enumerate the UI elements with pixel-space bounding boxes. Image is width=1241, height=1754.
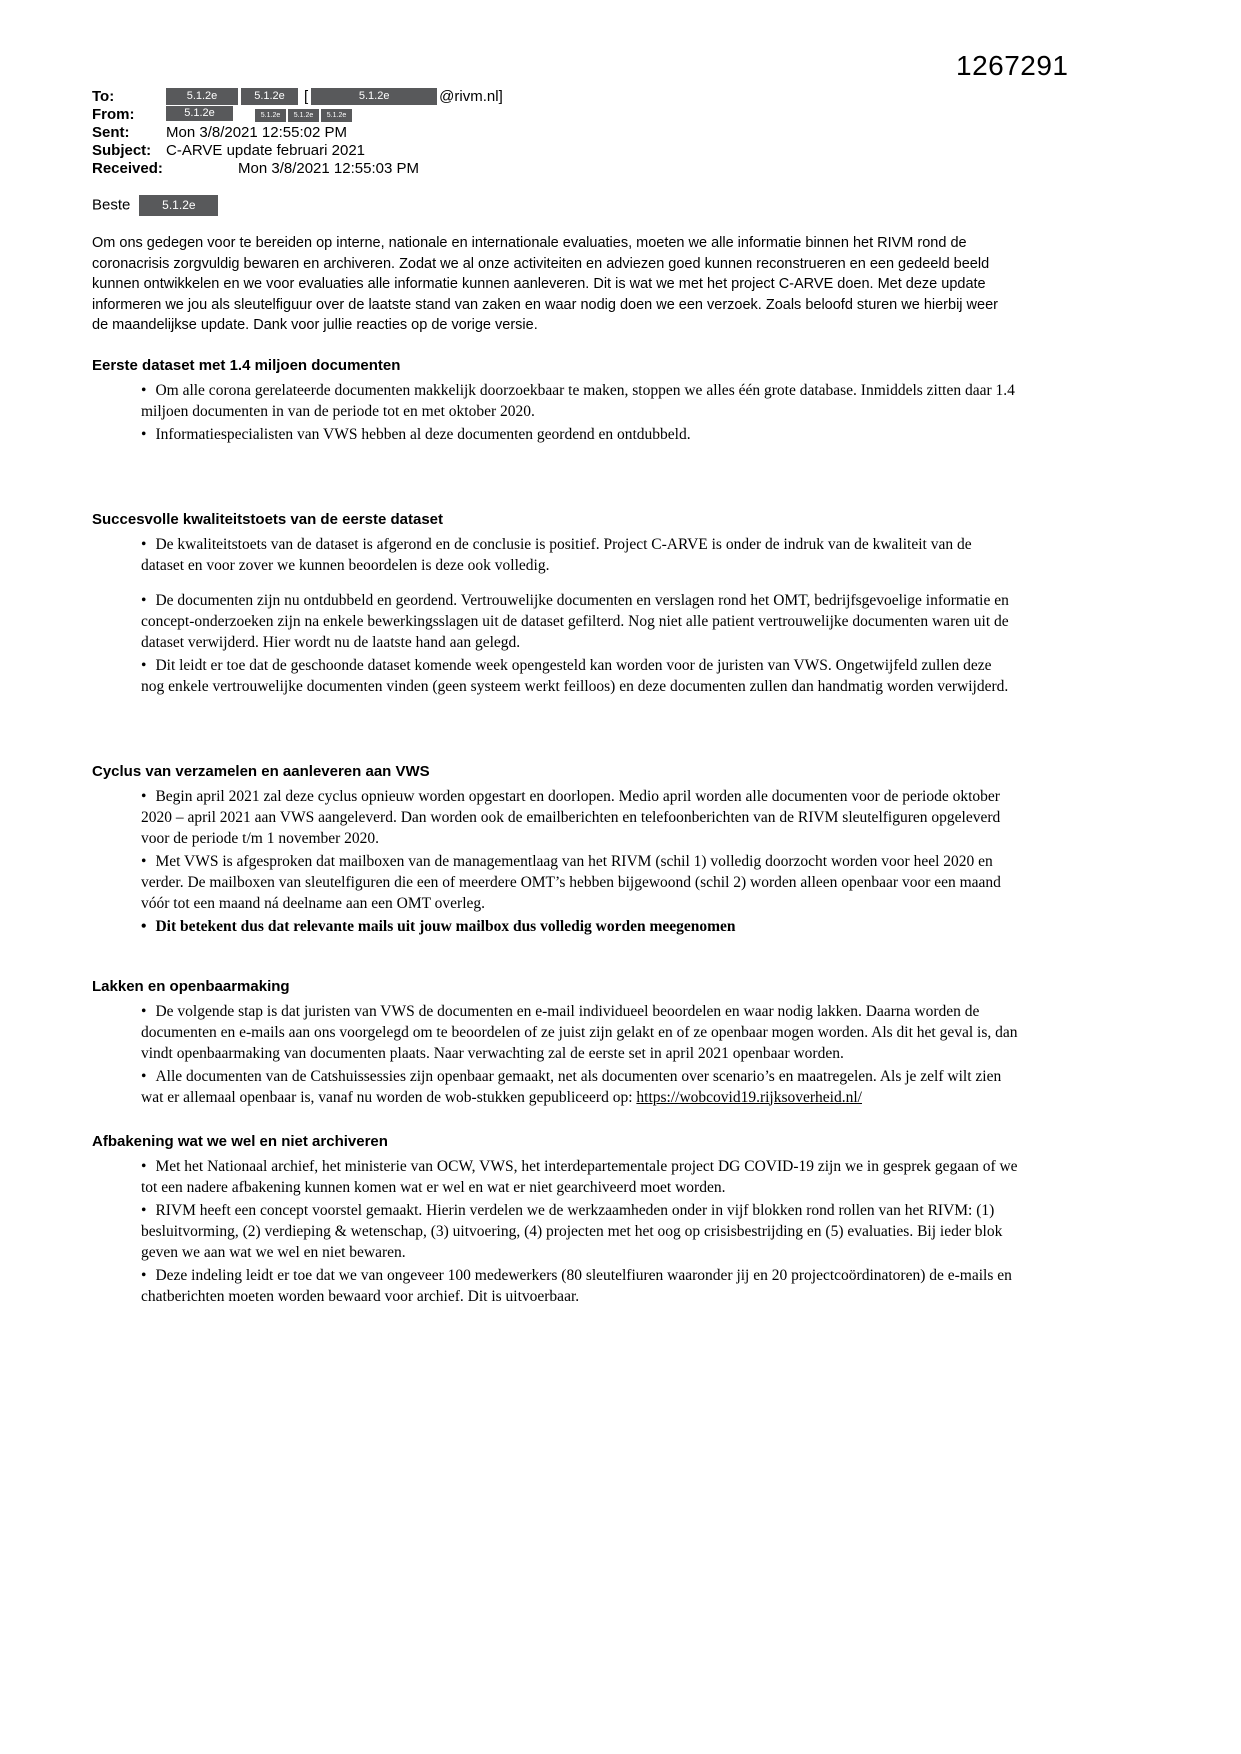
sent-label: Sent:: [92, 124, 130, 141]
header-row-sent: [92, 124, 1018, 142]
bullet-text: De volgende stap is dat juristen van VWS de documenten en e-mail individueel beoordelen en waar nodig lakken. Daarna worden de documenten en e-mails aan ons voorgelegd om te beoordelen of ze juist zijn gelakt en of ze openbaar mogen worden. Als dit het geval is, dan vindt openbaarmaking van documenten plaats. Naar verwachting zal de eerste set in april 2021 openbaar worden.: [141, 1002, 1018, 1062]
bullet-item: [92, 851, 1018, 914]
bullet-text: Alle documenten van de Catshuissessies zijn openbaar gemaakt, net als documenten over scenario’s en maatregelen. Als je zelf wilt zien wat er allemaal openbaar is, vanaf nu worden de wob-stukken gepubliceerd op:: [141, 1067, 1002, 1106]
header-row-from: [92, 106, 1018, 124]
bullet-item: [92, 380, 1018, 422]
sent-value: Mon 3/8/2021 12:55:02 PM: [166, 124, 347, 141]
subject-label: Subject:: [92, 142, 152, 159]
bullet-text: Met VWS is afgesproken dat mailboxen van de managementlaag van het RIVM (schil 1) volledig doorzocht worden voor heel 2020 en verder. De mailboxen van sleutelfiguren die een of meerdere OMT’s hebben bijgewoond (schil 2) worden alleen openbaar voor een maand vóór tot een maand ná deelname aan een OMT overleg.: [141, 852, 1001, 912]
section-heading: Lakken en openbaarmaking: [92, 977, 290, 995]
bullet-item: [92, 1200, 1018, 1263]
section-eerste-dataset: [92, 357, 1018, 445]
from-value: [166, 106, 1018, 124]
section-lakken: [92, 978, 1018, 1108]
document-number: 1267291: [956, 50, 1069, 81]
to-open-bracket: [: [304, 88, 309, 105]
to-value: [166, 88, 1018, 106]
bullet-text: RIVM heeft een concept voorstel gemaakt. Hierin verdelen we de werkzaamheden onder in vijf blokken rond rollen van het RIVM: (1) besluitvorming, (2) verdieping & wetenschap, (3) uitvoering, (4) projecten met het oog op crisisbestrijding en (5) evaluaties. Bij ieder blok geven we aan wat we wel en niet bewaren.: [141, 1201, 1003, 1261]
bullet-text: De kwaliteitstoets van de dataset is afgerond en de conclusie is positief. Project C-ARVE is onder de indruk van de kwaliteit van de dataset en voor zover we kunnen beoordelen is deze ook volledig.: [141, 535, 972, 574]
received-label: Received:: [92, 160, 163, 177]
bullet-item: [92, 655, 1018, 697]
to-label: To:: [92, 88, 115, 105]
bullet-item: [92, 1066, 1018, 1108]
email-header: [92, 88, 1018, 178]
redaction-box: 5.1.2e: [288, 109, 319, 122]
to-domain: @rivm.nl]: [439, 88, 503, 105]
bullet-text: Begin april 2021 zal deze cyclus opnieuw worden opgestart en doorlopen. Medio april worden alle documenten voor de periode oktober 2020 – april 2021 aan VWS aangeleverd. Dan worden ook de emailberichten en telefoonberichten van de RIVM sleutelfiguren opgeleverd voor de periode t/m 1 november 2020.: [141, 787, 1001, 847]
section-heading: Succesvolle kwaliteitstoets van de eerste dataset: [92, 510, 443, 528]
bullet-item: [92, 1156, 1018, 1198]
header-row-received: [92, 160, 1018, 178]
redaction-box: 5.1.2e: [166, 88, 238, 105]
redaction-box: 5.1.2e: [241, 88, 298, 105]
redaction-box: 5.1.2e: [166, 106, 233, 121]
received-value: Mon 3/8/2021 12:55:03 PM: [238, 160, 419, 177]
bullet-item: [92, 1001, 1018, 1064]
bullet-text: Dit leidt er toe dat de geschoonde dataset komende week opengesteld kan worden voor de juristen van VWS. Ongetwijfeld zullen deze nog enkele vertrouwelijke documenten vinden (geen systeem werkt feilloos) en deze documenten zullen dan handmatig worden verwijderd.: [141, 656, 1009, 695]
bullet-text: Dit betekent dus dat relevante mails uit jouw mailbox dus volledig worden meegenomen: [155, 917, 736, 935]
bullet-item: [92, 534, 1018, 576]
header-row-to: [92, 88, 1018, 106]
intro-paragraph: Om ons gedegen voor te bereiden op interne, nationale en internationale evaluaties, moeten we alle informatie binnen het RIVM rond de coronacrisis zorgvuldig bewaren en archiveren. Zodat we al onze activiteiten en adviezen goed kunnen reconstrueren en een gedeeld beeld kunnen ontwikkelen en we voor evaluaties alle informatie kunnen aanleveren. Dit is wat we met het project C-ARVE doen. Met deze update informeren we jou als sleutelfiguur over de laatste stand van zaken en waar nodig doen we een verzoek. Zoals beloofd sturen we hierbij weer de maandelijkse update. Dank voor jullie reacties op de vorige versie.: [92, 235, 998, 333]
redaction-box: 5.1.2e: [255, 109, 286, 122]
salutation: Beste: [92, 196, 131, 214]
bullet-text: Met het Nationaal archief, het ministerie van OCW, VWS, het interdepartementale project DG COVID-19 zijn we in gesprek gegaan of we tot een nadere afbakening kunnen komen wat er wel en wat er niet gearchiveerd moet worden.: [141, 1157, 1018, 1196]
redaction-box: 5.1.2e: [311, 88, 437, 105]
section-afbakening: [92, 1133, 1018, 1307]
header-row-subject: [92, 142, 1018, 160]
wobcovid-link[interactable]: https://wobcovid19.rijksoverheid.nl/: [636, 1088, 862, 1106]
bullet-item: [92, 590, 1018, 653]
subject-value: C-ARVE update februari 2021: [166, 142, 366, 159]
section-cyclus: [92, 763, 1018, 937]
bullet-text: Om alle corona gerelateerde documenten makkelijk doorzoekbaar te maken, stoppen we alles één grote database. Inmiddels zitten daar 1.4 miljoen documenten in van de periode tot en met oktober 2020.: [141, 381, 1015, 420]
bullet-item: [92, 424, 1018, 445]
section-kwaliteitstoets: [92, 511, 1018, 697]
bullet-text: De documenten zijn nu ontdubbeld en geordend. Vertrouwelijke documenten en verslagen rond het OMT, bedrijfsgevoelige informatie en concept-onderzoeken zijn na enkele bewerkingsslagen uit de dataset gefilterd. Nog niet alle patient vertrouwelijke documenten waren uit de dataset verwijderd. Hier wordt nu de laatste hand aan gelegd.: [141, 591, 1009, 651]
redaction-box: 5.1.2e: [139, 195, 218, 216]
bullet-item: [92, 786, 1018, 849]
bullet-text: Informatiespecialisten van VWS hebben al deze documenten geordend en ontdubbeld.: [155, 425, 691, 443]
greeting-line: [92, 195, 1018, 217]
bullet-item-bold: [92, 916, 1018, 937]
section-heading: Cyclus van verzamelen en aanleveren aan VWS: [92, 762, 430, 780]
redaction-box: 5.1.2e: [321, 109, 352, 122]
email-document: [92, 88, 1018, 1307]
from-label: From:: [92, 106, 135, 123]
bullet-item: [92, 1265, 1018, 1307]
bullet-text: Deze indeling leidt er toe dat we van ongeveer 100 medewerkers (80 sleutelfiuren waaronder jij en 20 projectcoördinatoren) de e-mails en chatberichten moeten worden bewaard voor archief. Dit is uitvoerbaar.: [141, 1266, 1012, 1305]
section-heading: Afbakening wat we wel en niet archiveren: [92, 1132, 388, 1150]
section-heading: Eerste dataset met 1.4 miljoen documenten: [92, 356, 401, 374]
